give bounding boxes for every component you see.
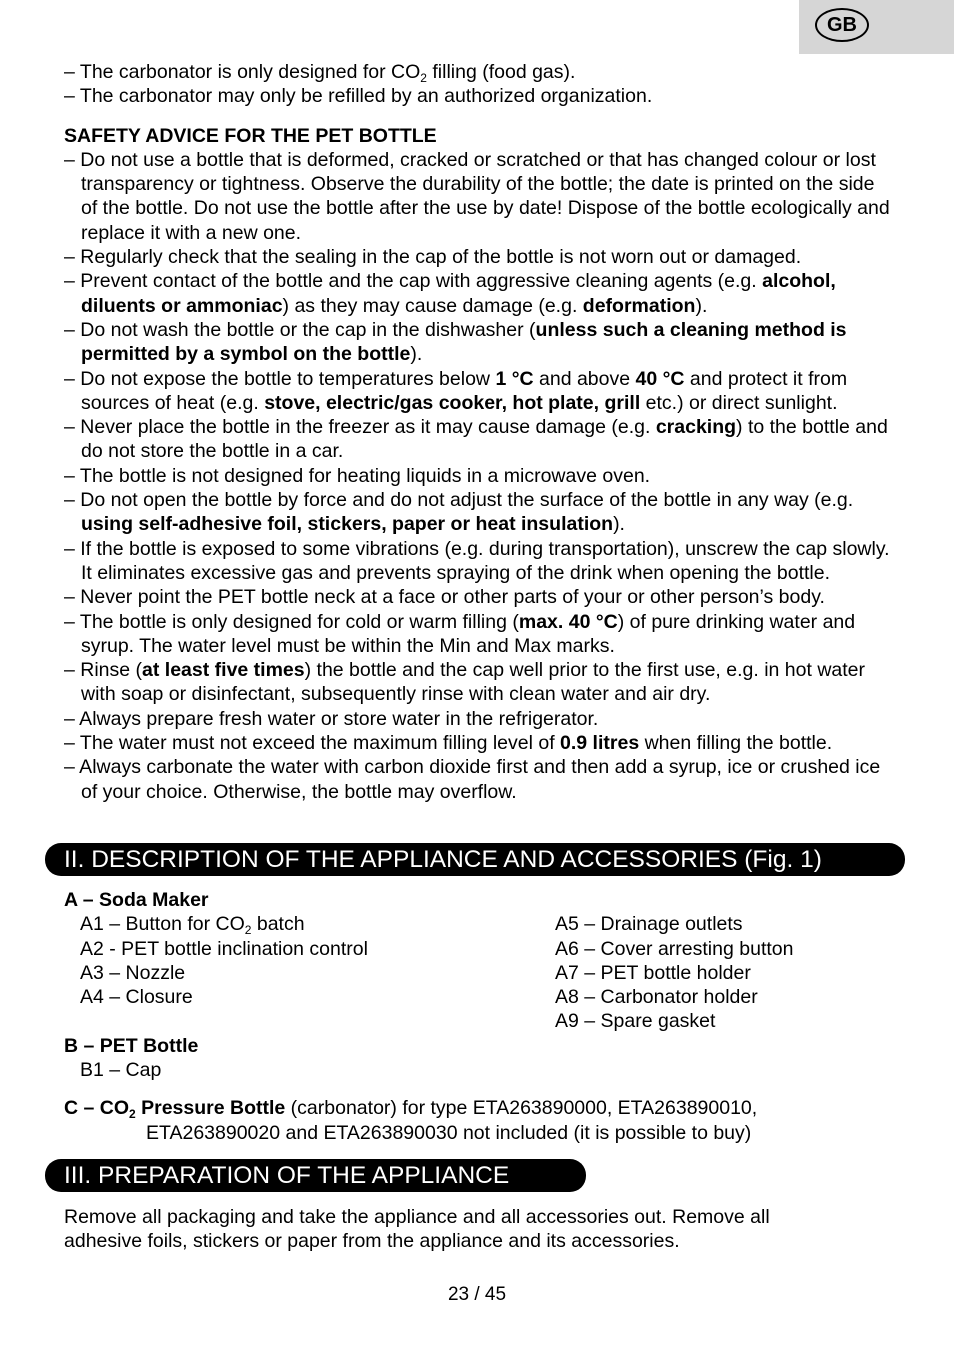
part-item: A2 - PET bottle inclination control <box>80 937 368 960</box>
group-c-text: C – $CO_2$ Pressure Bottle (carbonator) for type ETA263890000, ETA263890010, ETA263890020 and ETA263890030 not included (it is possible to buy) <box>64 1097 758 1144</box>
safety-item: – Never point the PET bottle neck at a face or other parts of your or other person’s body. <box>64 586 825 609</box>
preparation-content <box>64 1205 824 1254</box>
intro-line: – The carbonator may only be refilled by an authorized organization. <box>64 85 653 108</box>
description-content <box>64 888 894 1145</box>
safety-list <box>64 148 894 804</box>
safety-item: – Always carbonate the water with carbon dioxide first and then add a syrup, ice or crushed ice of your choice. Otherwise, the bottle may overflow. <box>64 756 881 803</box>
preparation-text: Remove all packaging and take the appliance and all accessories out. Remove all adhesive foils, stickers or paper from the appliance and its accessories. <box>64 1206 770 1253</box>
safety-item: – Do not wash the bottle or the cap in the dishwasher (unless such a cleaning method is permitted by a symbol on the bottle). <box>64 318 847 366</box>
part-item: A9 – Spare gasket <box>555 1010 716 1033</box>
language-tab <box>799 0 954 54</box>
safety-item: – Always prepare fresh water or store water in the refrigerator. <box>64 707 599 730</box>
part-item: B1 – Cap <box>80 1059 162 1082</box>
safety-item: – The bottle is only designed for cold or warm filling (max. 40 °C) of pure drinking water and syrup. The water level must be within the Min and Max marks. <box>64 610 856 657</box>
part-item: A8 – Carbonator holder <box>555 986 758 1009</box>
intro-line: – The carbonator is only designed for $CO_2$ filling (food gas). <box>64 61 576 85</box>
part-item: A3 – Nozzle <box>80 961 186 984</box>
safety-item: – Do not use a bottle that is deformed, cracked or scratched or that has changed colour or lost transparency or tightness. Observe the durability of the bottle; the date is printed on the side of the bottle. Do not use the bottle after the use by date! Dispose of the bottle ecologically and replace it with a new one. <box>64 148 890 244</box>
page-number: 23 / 45 <box>447 1284 507 1305</box>
safety-item: – Do not open the bottle by force and do not adjust the surface of the bottle in any way (e.g. using self-adhesive foil, stickers, paper or heat insulation). <box>64 489 854 536</box>
group-title-b: B – PET Bottle <box>64 1034 199 1057</box>
safety-item: – The bottle is not designed for heating liquids in a microwave oven. <box>64 464 651 487</box>
parts-left-column <box>64 912 555 1033</box>
safety-item: – Never place the bottle in the freezer as it may cause damage (e.g. cracking) to the bottle and do not store the bottle in a car. <box>64 416 888 463</box>
safety-content <box>64 60 894 804</box>
language-badge: GB <box>815 8 869 42</box>
safety-title: SAFETY ADVICE FOR THE PET BOTTLE <box>64 124 437 147</box>
part-item: A5 – Drainage outlets <box>555 913 743 936</box>
safety-item: – If the bottle is exposed to some vibrations (e.g. during transportation), unscrew the cap slowly. It eliminates excessive gas and prevents spraying of the drink when opening the bottle. <box>64 537 890 584</box>
part-item: A1 – Button for $CO_2$ batch <box>80 913 305 938</box>
safety-item: – Do not expose the bottle to temperatures below 1 °C and above 40 °C and protect it from sources of heat (e.g. stove, electric/gas cooker, hot plate, grill etc.) or direct sunlight. <box>64 367 848 414</box>
safety-item: – Regularly check that the sealing in the cap of the bottle is not worn out or damaged. <box>64 246 802 269</box>
part-item: A7 – PET bottle holder <box>555 961 751 984</box>
group-title-a: A – Soda Maker <box>64 889 209 911</box>
safety-item: – Prevent contact of the bottle and the cap with aggressive cleaning agents (e.g. alcohol, diluents or ammoniac) as they may cause damage (e.g. deformation). <box>64 270 836 317</box>
parts-right-column <box>555 912 894 1033</box>
section-heading-description: II. DESCRIPTION OF THE APPLIANCE AND ACCESSORIES (Fig. 1) <box>45 843 905 876</box>
part-item: A4 – Closure <box>80 986 193 1009</box>
section-heading-preparation: III. PREPARATION OF THE APPLIANCE <box>45 1159 586 1192</box>
part-item: A6 – Cover arresting button <box>555 937 794 960</box>
safety-item: – The water must not exceed the maximum filling level of 0.9 litres when filling the bottle. <box>64 732 833 755</box>
safety-item: – Rinse (at least five times) the bottle and the cap well prior to the first use, e.g. in hot water with soap or disinfectant, subsequently rinse with clean water and air dry. <box>64 659 866 706</box>
